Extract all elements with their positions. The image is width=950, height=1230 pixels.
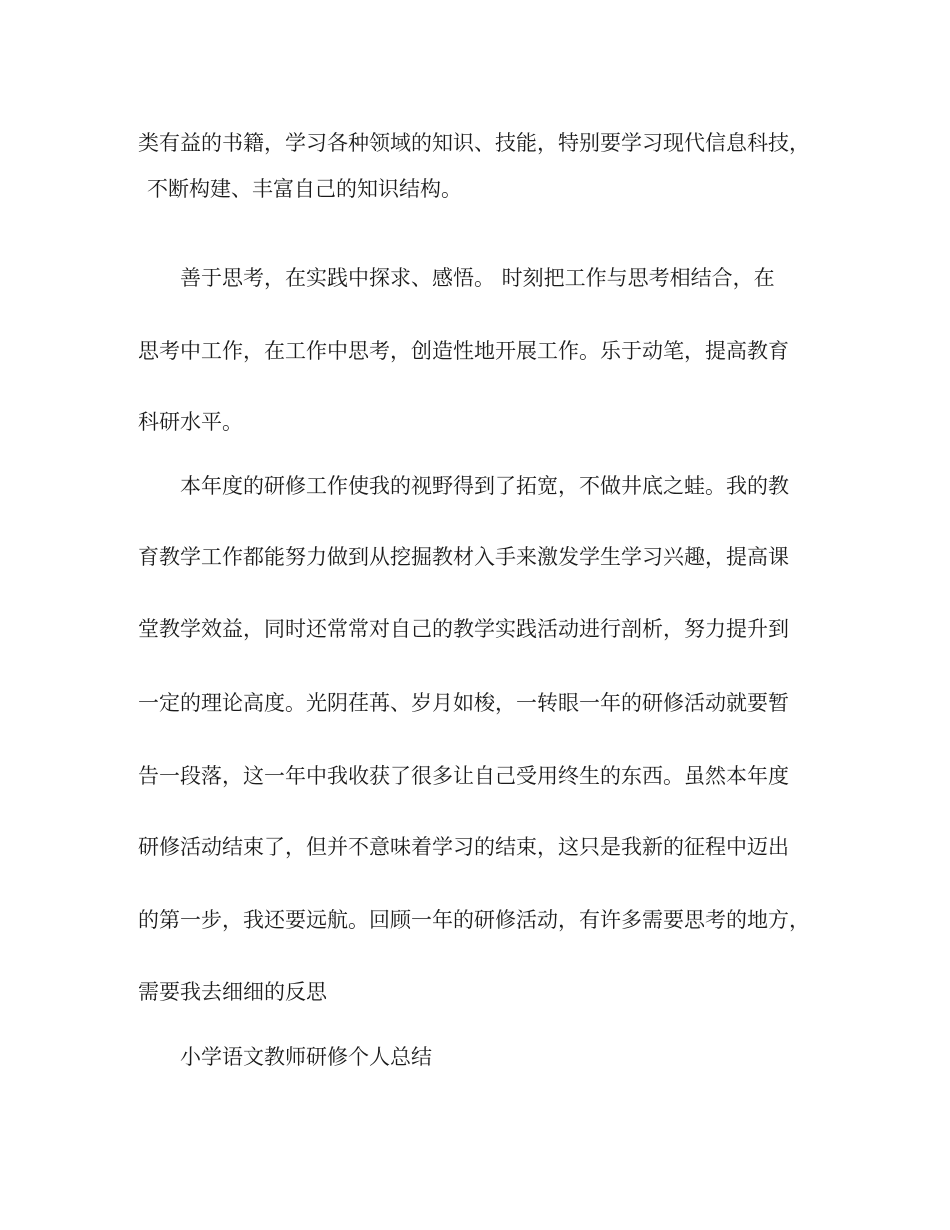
text-line: 研修活动结束了，但并不意味着学习的结束，这只是我新的征程中迈出 [138, 835, 789, 859]
paragraph-start-line: 善于思考，在实践中探求、感悟。 时刻把工作与思考相结合，在 [180, 266, 775, 290]
text-line: 需要我去细细的反思 [138, 980, 327, 1004]
text-line: 科研水平。 [138, 410, 243, 434]
text-line: 思考中工作，在工作中思考，创造性地开展工作。乐于动笔，提高教育 [138, 339, 789, 363]
paragraph-start-line: 本年度的研修工作使我的视野得到了拓宽，不做井底之蛙。我的教 [180, 474, 789, 498]
text-line: 告一段落，这一年中我收获了很多让自己受用终生的东西。虽然本年度 [138, 764, 789, 788]
text-line: 的第一步，我还要远航。回顾一年的研修活动，有许多需要思考的地方， [138, 908, 810, 932]
text-line: 育教学工作都能努力做到从挖掘教材入手来激发学生学习兴趣，提高课 [138, 545, 789, 569]
text-line: 不断构建、丰富自己的知识结构。 [147, 177, 462, 201]
text-line: 一定的理论高度。光阴荏苒、岁月如梭，一转眼一年的研修活动就要暂 [138, 691, 789, 715]
text-line: 类有益的书籍，学习各种领域的知识、技能，特别要学习现代信息科技， [138, 131, 810, 155]
section-title: 小学语文教师研修个人总结 [180, 1045, 432, 1069]
text-line: 堂教学效益，同时还常常对自己的教学实践活动进行剖析，努力提升到 [138, 617, 789, 641]
